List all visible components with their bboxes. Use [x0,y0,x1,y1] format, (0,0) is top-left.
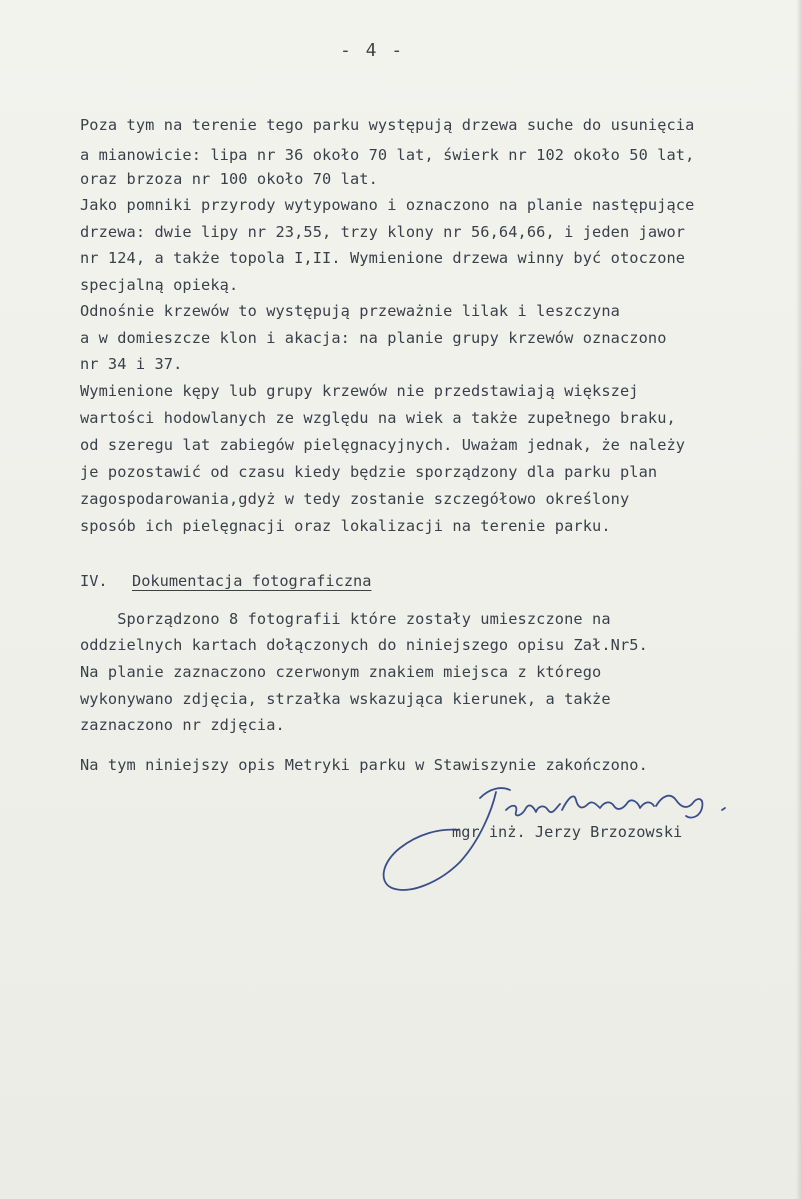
section-line: wykonywano zdjęcia, strzałka wskazująca kierunek, a także [80,690,611,708]
section-line: oddzielnych kartach dołączonych do niniejszego opisu Zał.Nr5. [80,636,648,654]
body-line: nr 34 i 37. [80,355,183,373]
body-line: specjalną opieką. [80,276,239,294]
section-title: Dokumentacja fotograficzna [132,572,372,590]
page-number: - 4 - [340,40,405,61]
section-line: Sporządzono 8 fotografii które zostały umieszczone na [80,610,611,628]
body-line: je pozostawić od czasu kiedy będzie sporządzony dla parku plan [80,463,658,481]
body-line: a mianowicie: lipa nr 36 około 70 lat, świerk nr 102 około 50 lat, [80,146,695,164]
body-line: Poza tym na terenie tego parku występują drzewa suche do usunięcia [80,116,695,134]
body-line: oraz brzoza nr 100 około 70 lat. [80,170,378,188]
body-line: od szeregu lat zabiegów pielęgnacyjnych. Uważam jednak, że należy [80,436,686,454]
body-line: nr 124, a także topola I,II. Wymienione drzewa winny być otoczone [80,249,686,267]
body-line: Wymienione kępy lub grupy krzewów nie przedstawiają większej [80,382,639,400]
section-line: Na planie zaznaczono czerwonym znakiem miejsca z którego [80,663,602,681]
body-line: wartości hodowlanych ze względu na wiek a także zupełnego braku, [80,409,676,427]
body-line: a w domieszcze klon i akacja: na planie grupy krzewów oznaczono [80,329,667,347]
body-line: drzewa: dwie lipy nr 23,55, trzy klony nr 56,64,66, i jeden jawor [80,223,686,241]
section-number: IV. [80,572,108,590]
section-line: zaznaczono nr zdjęcia. [80,716,285,734]
signer-name: mgr inż. Jerzy Brzozowski [452,823,683,841]
page-edge-shadow [796,0,802,1199]
body-line: sposób ich pielęgnacji oraz lokalizacji na terenie parku. [80,517,611,535]
body-line: zagospodarowania,gdyż w tedy zostanie szczegółowo określony [80,490,630,508]
closing-line: Na tym niniejszy opis Metryki parku w Stawiszynie zakończono. [80,756,648,774]
body-line: Odnośnie krzewów to występują przeważnie lilak i leszczyna [80,302,620,320]
body-line: Jako pomniki przyrody wytypowano i oznaczono na planie następujące [80,196,695,214]
